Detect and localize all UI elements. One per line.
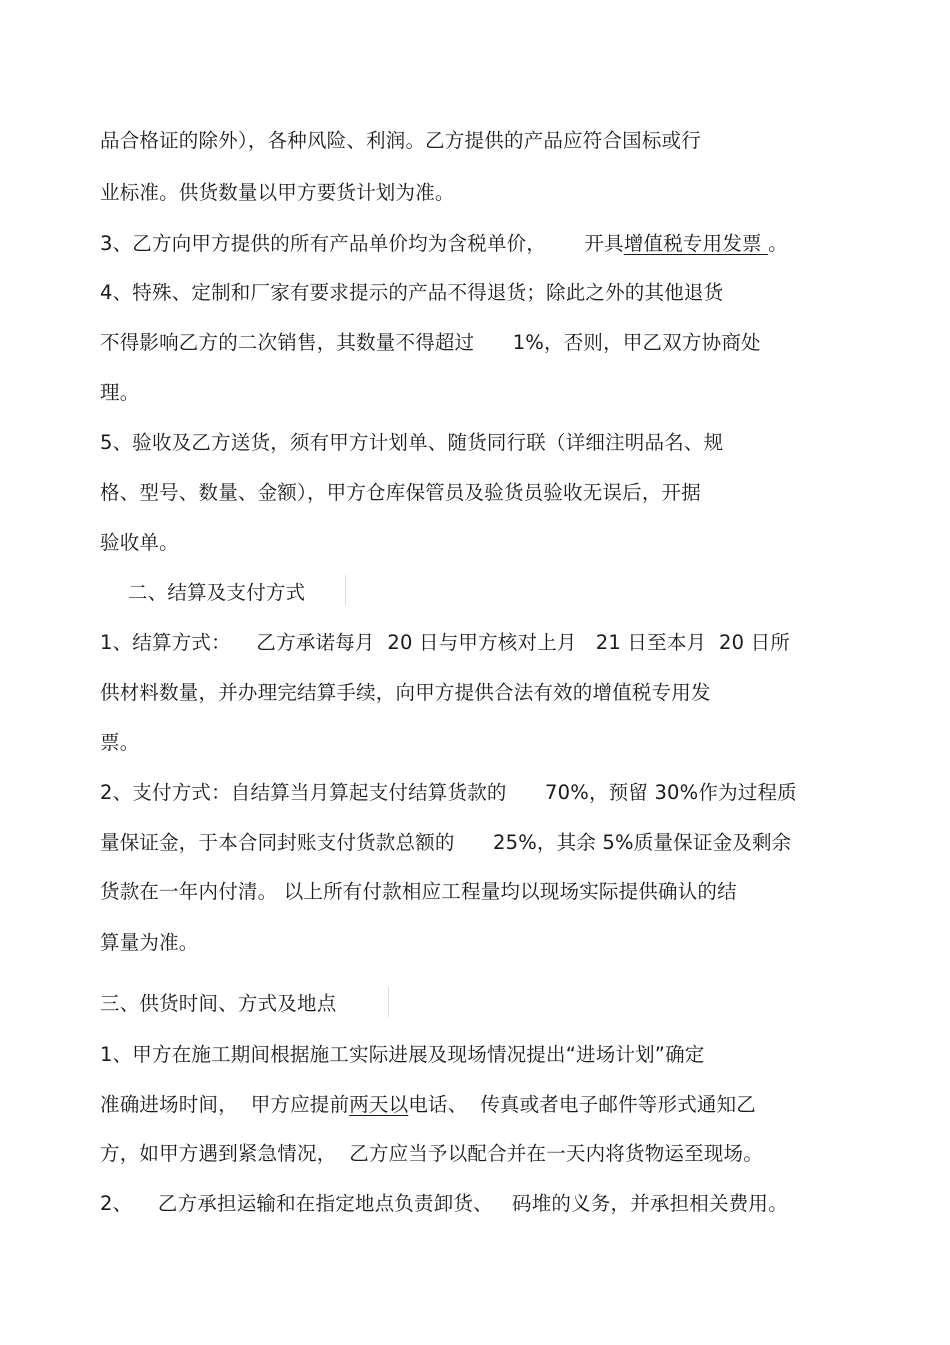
paragraph-line: 格、型号、数量、金额），甲方仓库保管员及验货员验收无误后，开据 [100, 481, 701, 504]
paragraph-line [100, 1092, 756, 1118]
line-text: 。 [768, 232, 788, 255]
paragraph-line: 货款在一年内付清。 以上所有付款相应工程量均以现场实际提供确认的结 [100, 880, 737, 903]
paragraph-line: 供材料数量，并办理完结算手续，向甲方提供合法有效的增值税专用发 [100, 681, 711, 704]
section-heading: 三、供货时间、方式及地点 [100, 992, 337, 1015]
paragraph-line: 2、支付方式：自结算当月算起支付结算货款的 70%，预留 30%作为过程质 [100, 781, 797, 804]
underlined-text: 两天以 [349, 1093, 409, 1116]
paragraph-line: 不得影响乙方的二次销售，其数量不得超过 1%，否则，甲乙双方协商处 [100, 331, 761, 354]
line-text: 3、乙方向甲方提供的所有产品单价均为含税单价， 开具 [100, 232, 624, 255]
paragraph-line: 票。 [100, 731, 140, 754]
paragraph-line: 5、验收及乙方送货，须有甲方计划单、随货同行联（详细注明品名、规 [100, 431, 724, 454]
paragraph-line: 2、 乙方承担运输和在指定地点负责卸货、 码堆的义务，并承担相关费用。 [100, 1192, 788, 1215]
paragraph-line: 方，如甲方遇到紧急情况， 乙方应当予以配合并在一天内将货物运至现场。 [100, 1142, 763, 1165]
underlined-text: 增值税专用发票 [623, 232, 769, 255]
paragraph-line: 1、甲方在施工期间根据施工实际进展及现场情况提出“进场计划”确定 [100, 1043, 705, 1066]
paragraph-line: 量保证金，于本合同封账支付货款总额的 25%，其余 5%质量保证金及剩余 [100, 831, 792, 854]
paragraph-line: 4、特殊、定制和厂家有要求提示的产品不得退货；除此之外的其他退货 [100, 281, 724, 304]
line-text: 准确进场时间， 甲方应提前 [100, 1093, 350, 1116]
paragraph-line: 品合格证的除外），各种风险、利润。乙方提供的产品应符合国标或行 [100, 129, 701, 152]
paragraph-line: 理。 [100, 381, 140, 404]
paragraph-line: 1、结算方式： 乙方承诺每月 20 日与甲方核对上月 21 日至本月 20 日所 [100, 631, 791, 654]
paragraph-line: 业标准。供货数量以甲方要货计划为准。 [100, 181, 455, 204]
paragraph-line [100, 231, 788, 257]
line-text: 电话、 传真或者电子邮件等形式通知乙 [408, 1093, 757, 1116]
paragraph-line: 验收单。 [100, 531, 179, 554]
paragraph-line: 算量为准。 [100, 931, 199, 954]
section-heading: 二、结算及支付方式 [128, 581, 306, 604]
